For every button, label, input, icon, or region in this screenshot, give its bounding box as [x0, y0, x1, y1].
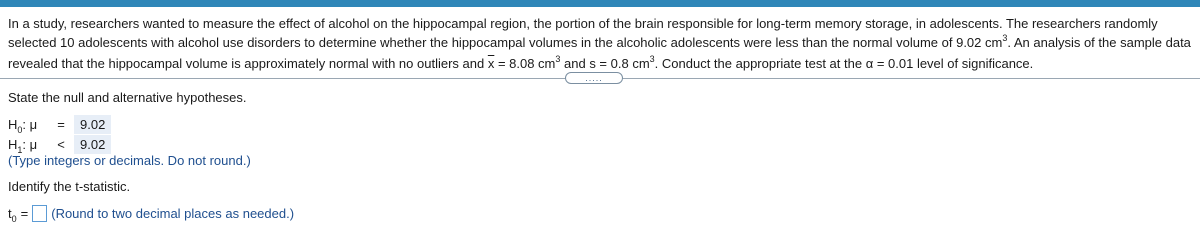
subscript-0: 0: [17, 124, 23, 135]
mu-param: : μ: [22, 136, 38, 152]
question-part-4: and s = 0.8 cm: [560, 56, 650, 71]
null-hypothesis-row: [8, 114, 111, 134]
question-part-3: = 8.08 cm: [494, 56, 556, 71]
h-symbol: H: [8, 116, 18, 132]
mu-param: : μ: [22, 116, 38, 132]
null-value-field[interactable]: 9.02: [74, 115, 111, 134]
subscript-0: 0: [11, 214, 17, 224]
question-part-2: . An analysis of the sample data revealed that the hippocampal volume is approximately normal with no outliers and: [8, 35, 1191, 71]
tstat-prompt: Identify the t-statistic.: [8, 179, 131, 194]
question-text: [8, 14, 1192, 75]
expand-more-button[interactable]: .....: [565, 72, 623, 84]
superscript-3: 3: [649, 54, 655, 64]
tstat-hint: (Round to two decimal places as needed.): [51, 206, 295, 221]
x-bar-symbol: $\overline{x}$: [487, 56, 495, 71]
t-symbol: t: [8, 206, 12, 221]
superscript-3: 3: [1002, 33, 1008, 43]
superscript-3: 3: [555, 54, 561, 64]
subscript-1: 1: [17, 144, 23, 155]
question-part-5: . Conduct the appropriate test at the α = 0.01 level of significance.: [654, 56, 1034, 71]
alt-hypothesis-label: [8, 136, 54, 155]
tstat-row: [8, 205, 294, 222]
alt-hypothesis-row: [8, 134, 111, 154]
t-statistic-input[interactable]: [32, 205, 47, 222]
question-part-1: In a study, researchers wanted to measure the effect of alcohol on the hippocampal region, the portion of the brain responsible for long-term memory storage, in adolescents. The researchers randomly selected 10 adolescents with alcohol use disorders to determine whether the hippocampal volumes in the alcoholic adolescents were less than the normal volume of 9.02 cm: [8, 16, 1158, 50]
hypotheses-prompt: State the null and alternative hypotheses.: [8, 90, 247, 105]
top-accent-bar: [0, 0, 1200, 7]
null-hypothesis-label: [8, 116, 54, 135]
hypotheses-hint: (Type integers or decimals. Do not round.): [8, 153, 251, 168]
equals-sign: =: [20, 206, 29, 221]
h-symbol: H: [8, 136, 18, 152]
alt-operator[interactable]: <: [57, 136, 65, 152]
t0-label: [8, 206, 17, 224]
alt-value-field[interactable]: 9.02: [74, 135, 111, 154]
null-operator[interactable]: =: [57, 116, 65, 132]
